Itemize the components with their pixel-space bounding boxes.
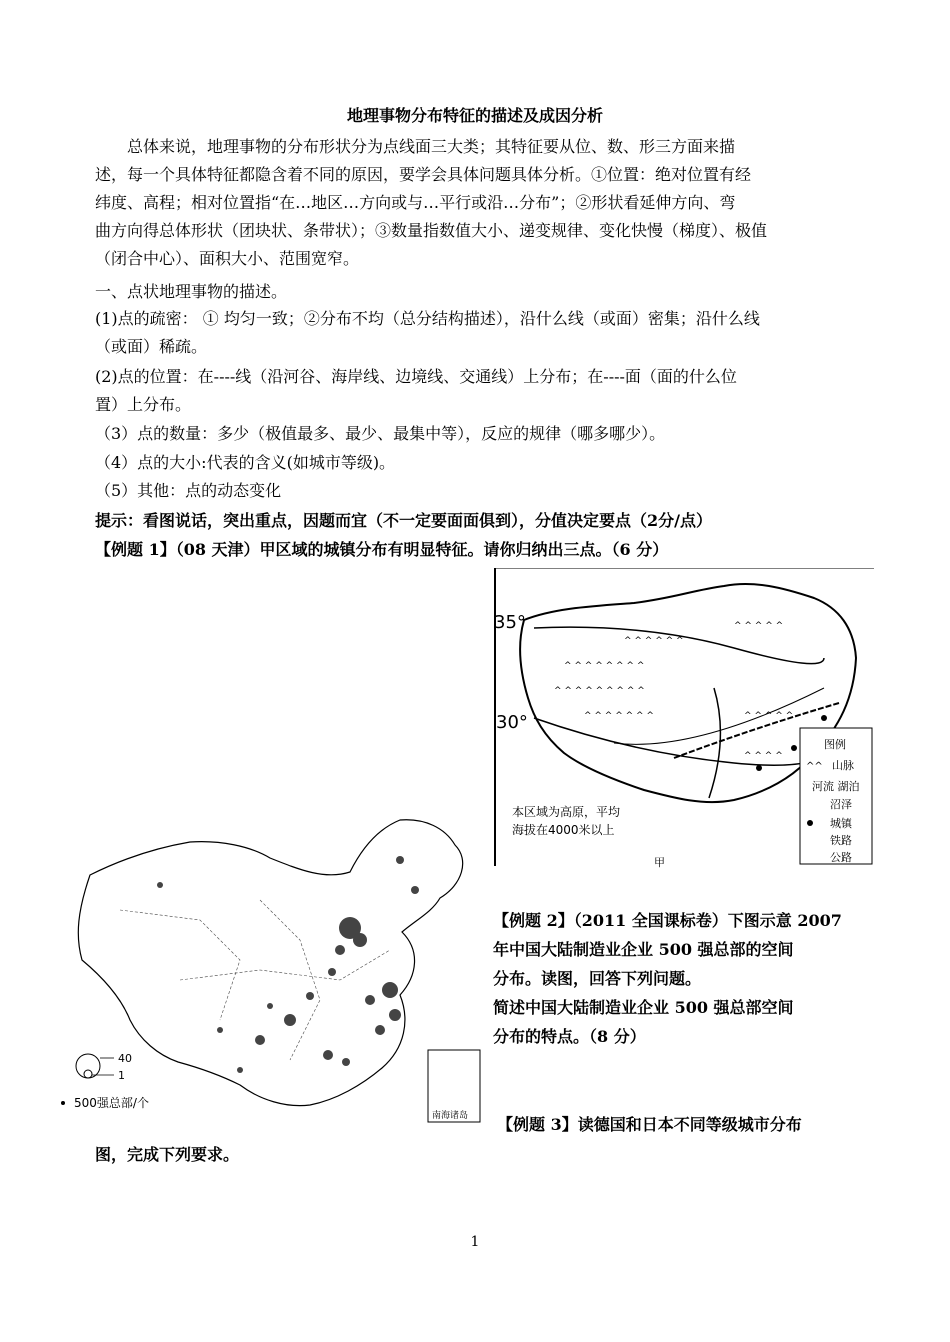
intro-line: （闭合中心）、面积大小、范围宽窄。 <box>95 249 360 268</box>
page-number: 1 <box>470 1234 480 1250</box>
list-item: （5）其他：点的动态变化 <box>95 481 282 500</box>
example3-heading: 【例题 3】读德国和日本不同等级城市分布 <box>497 1115 802 1134</box>
list-item: （4）点的大小:代表的含义(如城市等级)。 <box>95 453 396 472</box>
legend-circle-small <box>84 1070 92 1078</box>
example2-line: 年中国大陆制造业企业 500 强总部的空间 <box>493 940 794 959</box>
example3-continuation: 图，完成下列要求。 <box>95 1145 240 1164</box>
mountain-icon: ^^ <box>806 761 823 772</box>
intro-line: 总体来说，地理事物的分布形状分为点线面三大类；其特征要从位、数、形三方面来描 <box>127 137 736 156</box>
svg-text:^ ^ ^ ^ ^ ^ ^ ^: ^ ^ ^ ^ ^ ^ ^ ^ <box>564 661 645 671</box>
legend-big-value: 40 <box>118 1052 132 1065</box>
latitude-35-label: 35° <box>494 612 526 633</box>
list-item: （或面）稀疏。 <box>95 337 208 356</box>
page-title: 地理事物分布特征的描述及成因分析 <box>346 106 603 125</box>
example2-line: 分布的特点。（8 分） <box>493 1027 646 1046</box>
legend-item: 沼泽 <box>830 798 852 811</box>
list-item: (2)点的位置：在----线（沿河谷、海岸线、边境线、交通线）上分布；在----面（面的什么位 <box>95 367 737 386</box>
example1-heading: 【例题 1】（08 天津）甲区域的城镇分布有明显特征。请你归纳出三点。（6 分） <box>95 540 669 559</box>
legend-circle-large <box>76 1054 100 1078</box>
tip-text: 提示：看图说话，突出重点，因题而宜（不一定要面面俱到），分值决定要点（2分/点） <box>95 511 712 530</box>
town-icon <box>807 820 813 826</box>
latitude-30-label: 30° <box>496 712 528 733</box>
legend-item: 铁路 <box>830 834 852 847</box>
list-item: （3）点的数量：多少（极值最多、最少、最集中等），反应的规律（哪多哪少）。 <box>95 424 666 443</box>
legend-item: 河流 湖泊 <box>812 780 860 793</box>
example2-line: 分布。读图，回答下列问题。 <box>493 969 702 988</box>
legend-item: 公路 <box>830 851 852 864</box>
legend-title: 图例 <box>824 738 846 751</box>
intro-line: 纬度、高程；相对位置指“在…地区…方向或与…平行或沿…分布”；②形状看延伸方向、弯 <box>95 193 736 212</box>
legend-item: 城镇 <box>830 817 852 830</box>
intro-line: 曲方向得总体形状（团块状、条带状）；③数量指数值大小、递变规律、变化快慢（梯度）、极值 <box>95 221 768 240</box>
legend-small-value: 1 <box>118 1069 125 1082</box>
example2-line: 【例题 2】（2011 全国课标卷）下图示意 2007 <box>493 911 842 930</box>
plateau-note: 海拔在4000米以上 <box>512 823 615 837</box>
example2-line: 简述中国大陆制造业企业 500 强总部空间 <box>493 998 794 1017</box>
legend-caption: 500强总部/个 <box>74 1096 149 1110</box>
svg-text:^ ^ ^ ^ ^: ^ ^ ^ ^ ^ <box>734 621 784 631</box>
svg-text:^ ^ ^ ^ ^: ^ ^ ^ ^ ^ <box>744 711 794 721</box>
legend-item: 山脉 <box>832 759 854 772</box>
svg-text:^ ^ ^ ^ ^ ^: ^ ^ ^ ^ ^ ^ <box>624 636 684 646</box>
example2-block <box>493 906 873 1051</box>
plateau-note: 本区域为高原，平均 <box>512 805 621 819</box>
svg-text:^ ^ ^ ^: ^ ^ ^ ^ <box>744 751 783 761</box>
section-heading: 一、点状地理事物的描述。 <box>95 282 288 301</box>
svg-text:^ ^ ^ ^ ^ ^ ^ ^ ^: ^ ^ ^ ^ ^ ^ ^ ^ ^ <box>554 686 645 696</box>
intro-paragraph <box>95 133 857 273</box>
china-map <box>60 800 485 1130</box>
list-item: (1)点的疏密： ① 均匀一致；②分布不均（总分结构描述），沿什么线（或面）密集；沿什么线 <box>95 309 760 328</box>
region-label: 甲 <box>654 856 665 868</box>
intro-line: 述，每一个具体特征都隐含着不同的原因，要学会具体问题具体分析。①位置：绝对位置有经 <box>95 165 752 184</box>
list-item: 置）上分布。 <box>95 395 192 414</box>
svg-text:^ ^ ^ ^ ^ ^ ^: ^ ^ ^ ^ ^ ^ ^ <box>584 711 654 721</box>
inset-label: 南海诸岛 <box>432 1111 469 1121</box>
plateau-map <box>494 568 874 868</box>
